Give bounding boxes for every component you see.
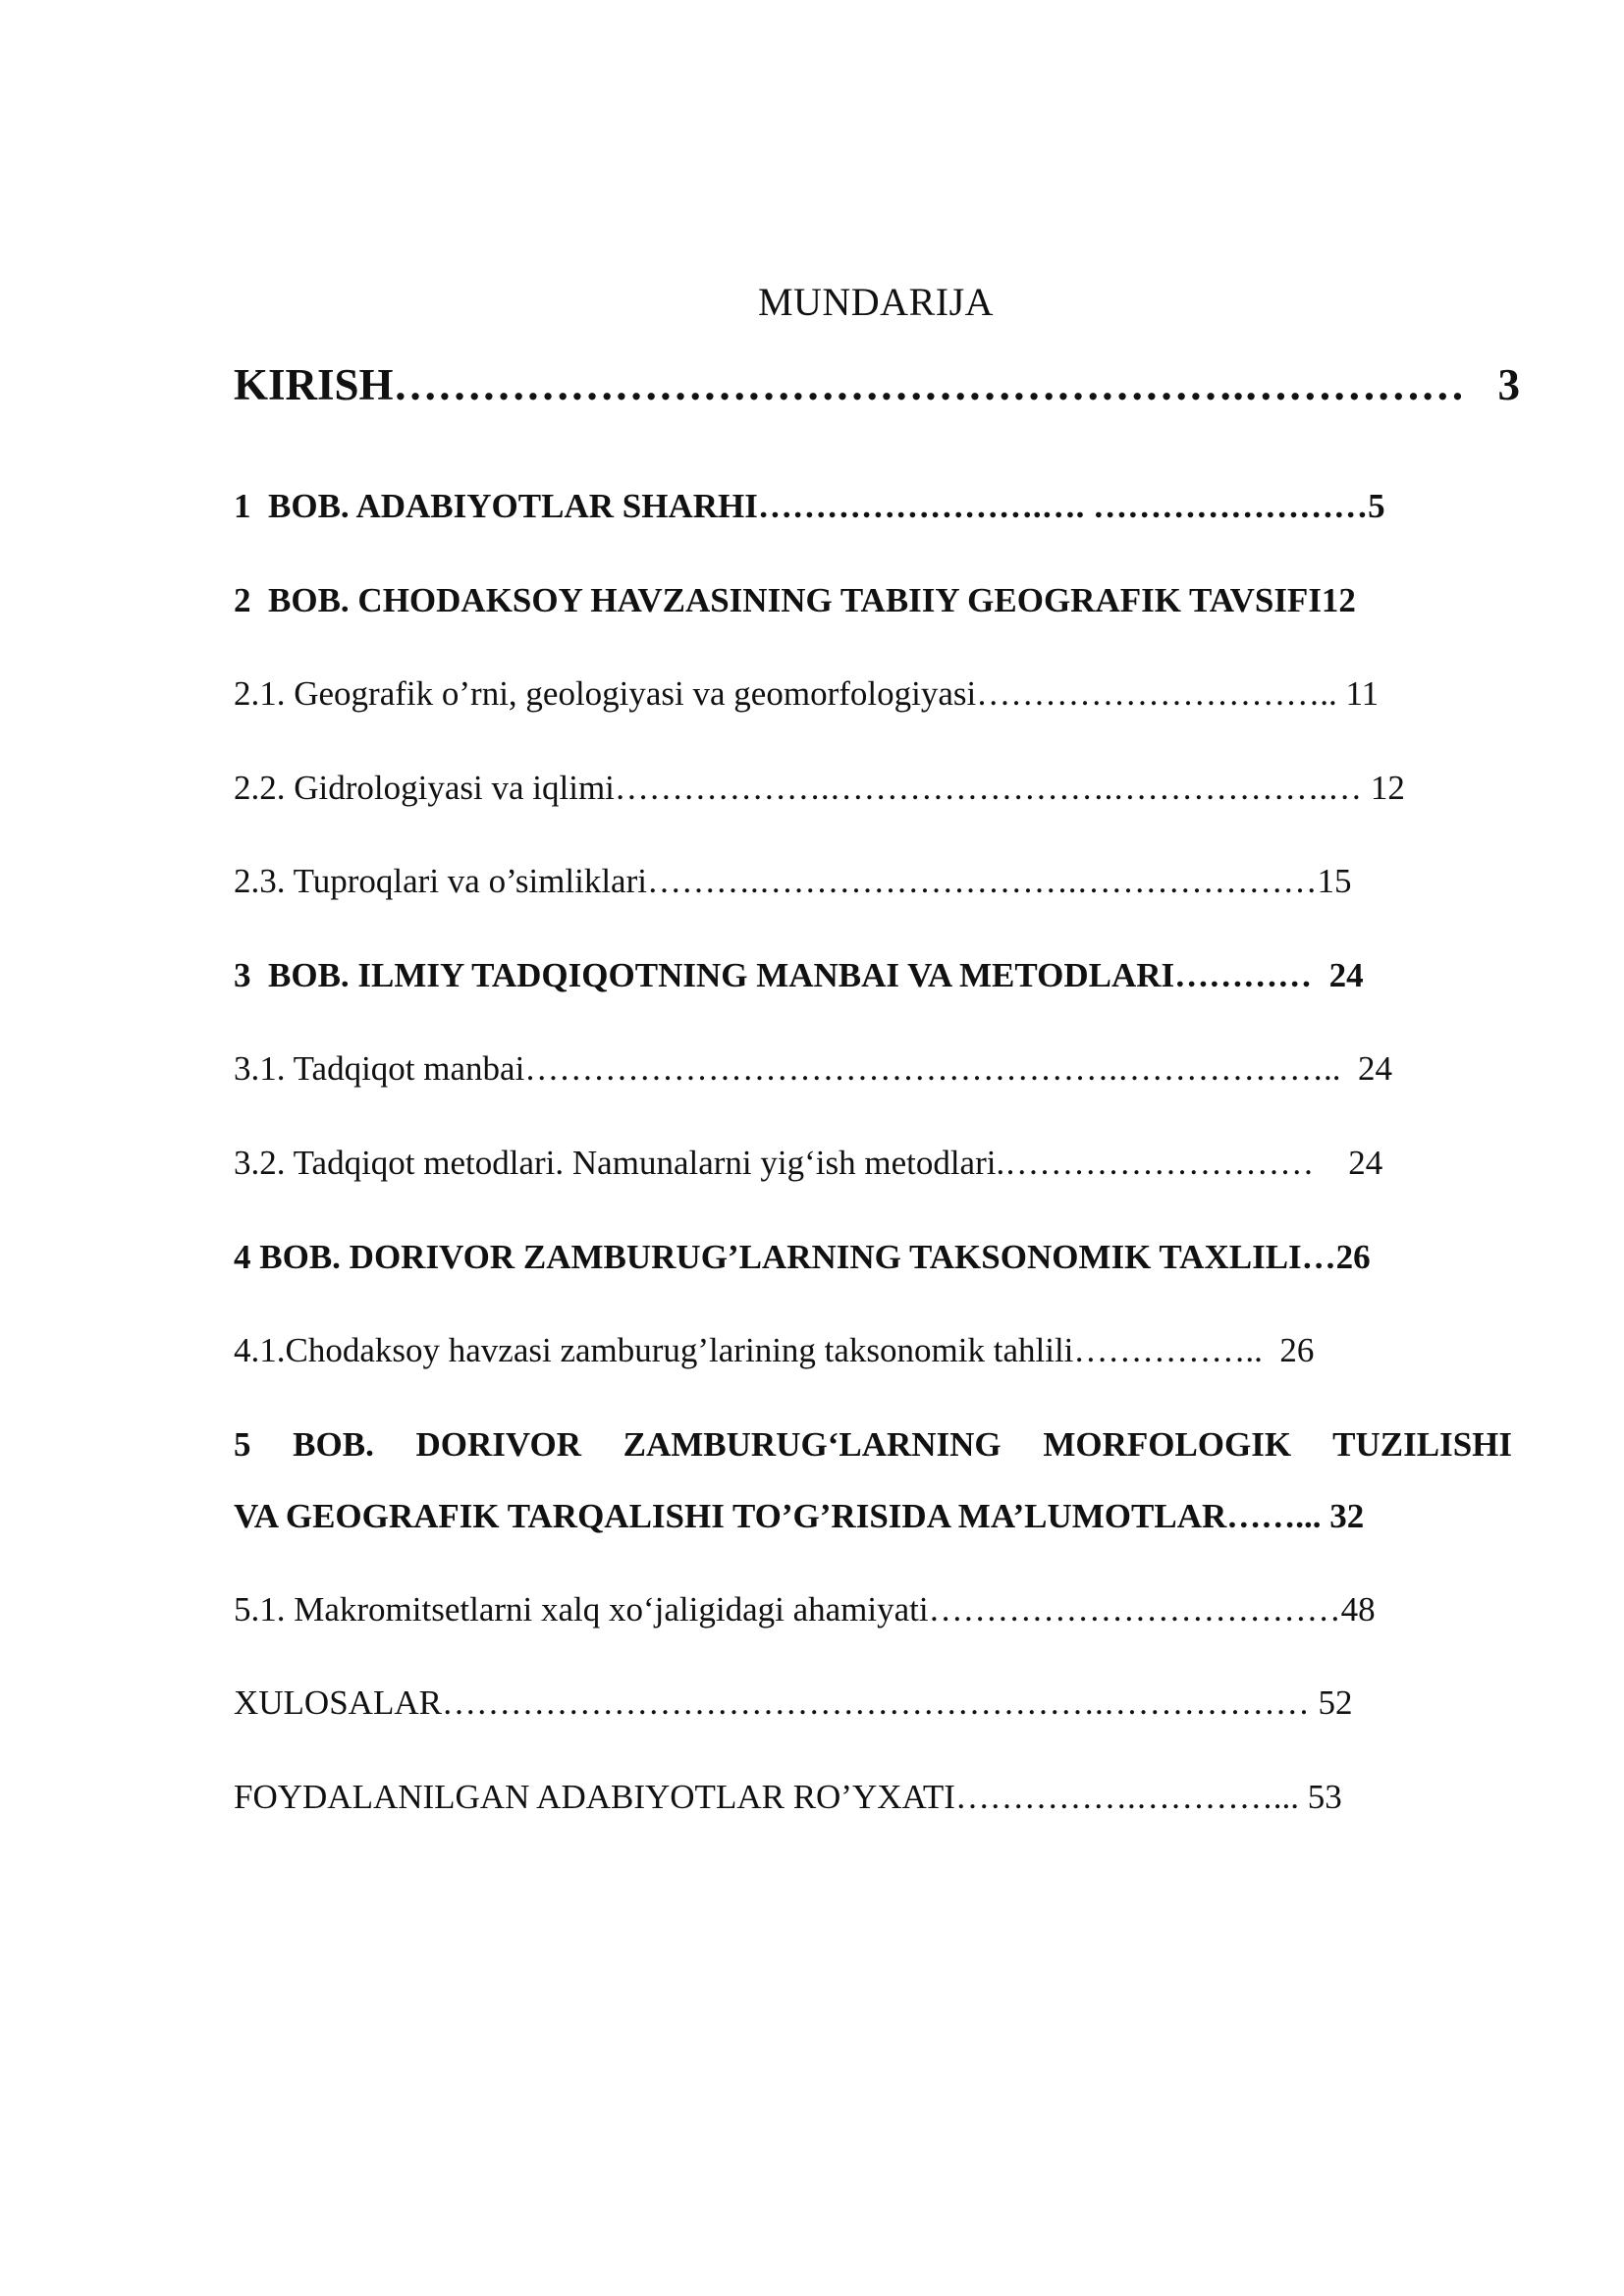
toc-entry-chapter-3: 3 BOB. ILMIY TADQIQOTNING MANBAI VA METODLARI………… 24: [234, 956, 1364, 994]
toc-entry-chapter-5-line-2: VA GEOGRAFIK TARQALISHI TO’G’RISIDA MA’LUMOTLAR……... 32: [234, 1497, 1365, 1535]
toc-entry-xulosalar: XULOSALAR………………………………………………….……………… 52: [234, 1683, 1353, 1722]
toc-entry-section-2-3: 2.3. Tuproqlari va o’simliklari……….……………………….…………………15: [234, 862, 1352, 900]
toc-entry-chapter-2: 2 BOB. CHODAKSOY HAVZASINING TABIIY GEOGRAFIK TAVSIFI12: [234, 581, 1356, 619]
toc-entry-section-3-2: 3.2. Tadqiqot metodlari. Namunalarni yig‘ish metodlari.……………………… 24: [234, 1144, 1383, 1182]
toc-entry-section-4-1: 4.1.Chodaksoy havzasi zamburug’larining taksonomik tahlili…………….. 26: [234, 1331, 1315, 1369]
toc-entry-section-5-1: 5.1. Makromitsetlarni xalq xo‘jaligidagi ahamiyati………………………………48: [234, 1590, 1376, 1629]
toc-entry-references: FOYDALANILGAN ADABIYOTLAR RO’YXATI…………….…………... 53: [234, 1778, 1342, 1816]
toc-entry-chapter-1: 1 BOB. ADABIYOTLAR SHARHI…………………….…. ……………………5: [234, 487, 1385, 525]
toc-entry-chapter-5-line-1: 5 BOB. DORIVOR ZAMBURUG‘LARNING MORFOLOGIK TUZILISHI: [234, 1425, 1512, 1464]
page-title: MUNDARIJA: [757, 280, 995, 324]
toc-entry-section-3-1: 3.1. Tadqiqot manbai…………………………………………….……………….. 24: [234, 1049, 1393, 1088]
toc-entry-section-2-1: 2.1. Geografik o’rni, geologiyasi va geomorfologiyasi………………………….. 11: [234, 674, 1380, 713]
toc-entry-section-2-2: 2.2. Gidrologiyasi va iqlimi……………….…………………….……………….… 12: [234, 769, 1405, 807]
toc-entry-chapter-4: 4 BOB. DORIVOR ZAMBURUG’LARNING TAKSONOMIK TAXLILI…26: [234, 1238, 1371, 1276]
toc-entry-kirish: KIRISH………………………………………………….…………… 3: [234, 360, 1521, 409]
